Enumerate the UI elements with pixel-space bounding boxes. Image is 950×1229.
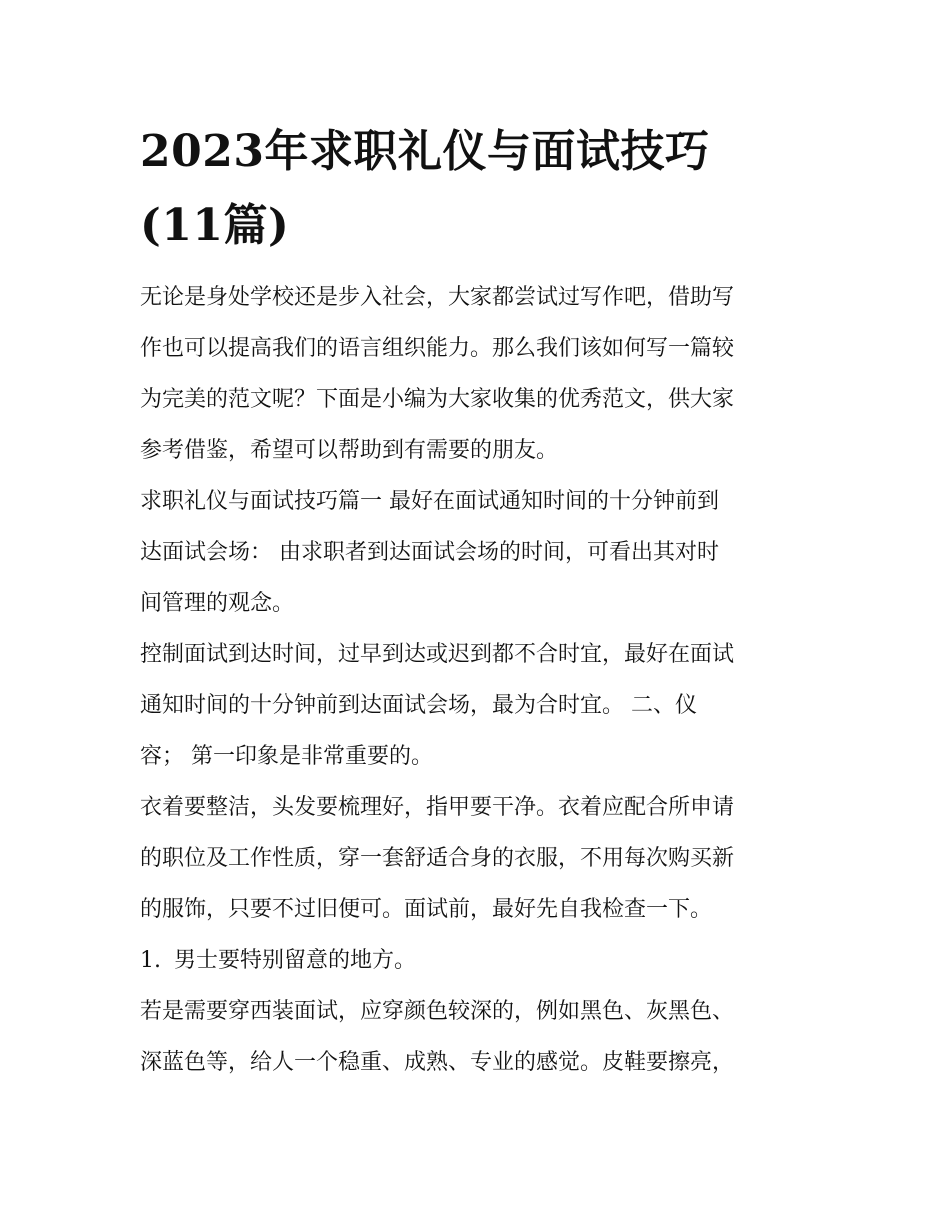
body-paragraph (140, 476, 816, 629)
text-line: 间管理的观念。 (140, 591, 295, 616)
text-line (140, 935, 816, 986)
body-paragraph (140, 986, 816, 1088)
text-line: 为完美的范文呢？下面是小编为大家收集的优秀范文，供大家 (140, 387, 735, 412)
text-line: 的服饰，只要不过旧便可。面试前，最好先自我检查一下。 (140, 897, 713, 922)
document-page (140, 118, 816, 1088)
numbered-list-item (140, 935, 816, 986)
body-paragraph (140, 782, 816, 935)
text-line: 控制面试到达时间，过早到达或迟到都不合时宜，最好在面试 (140, 642, 735, 667)
document-body (140, 272, 816, 1088)
text-line: 求职礼仪与面试技巧篇一 最好在面试通知时间的十分钟前到 (140, 489, 719, 514)
intro-paragraph (140, 272, 816, 476)
body-paragraph (140, 629, 816, 782)
text-line: 若是需要穿西装面试，应穿颜色较深的，例如黑色、灰黑色、 (140, 999, 735, 1024)
text-line: 衣着要整洁，头发要梳理好，指甲要干净。衣着应配合所申请 (140, 795, 735, 820)
text-line: 达面试会场： 由求职者到达面试会场的时间，可看出其对时 (140, 540, 719, 565)
text-line: 容； 第一印象是非常重要的。 (140, 744, 433, 769)
text-line: 通知时间的十分钟前到达面试会场，最为合时宜。 二、仪 (140, 693, 697, 718)
text-line: 参考借鉴，希望可以帮助到有需要的朋友。 (140, 438, 559, 463)
document-title-line: 2023年求职礼仪与面试技巧 (140, 126, 710, 177)
text-line: 深蓝色等，给人一个稳重、成熟、专业的感觉。皮鞋要擦亮， (140, 1050, 735, 1075)
document-title-line: (11篇) (140, 200, 290, 251)
text-line: 的职位及工作性质，穿一套舒适合身的衣服，不用每次购买新 (140, 846, 735, 871)
text-line: 作也可以提高我们的语言组织能力。那么我们该如何写一篇较 (140, 336, 735, 361)
list-item-text: 男士要特别留意的地方。 (174, 948, 417, 973)
list-number: 1. (140, 948, 161, 973)
text-line: 无论是身处学校还是步入社会，大家都尝试过写作吧，借助写 (140, 285, 735, 310)
document-title (140, 118, 816, 260)
